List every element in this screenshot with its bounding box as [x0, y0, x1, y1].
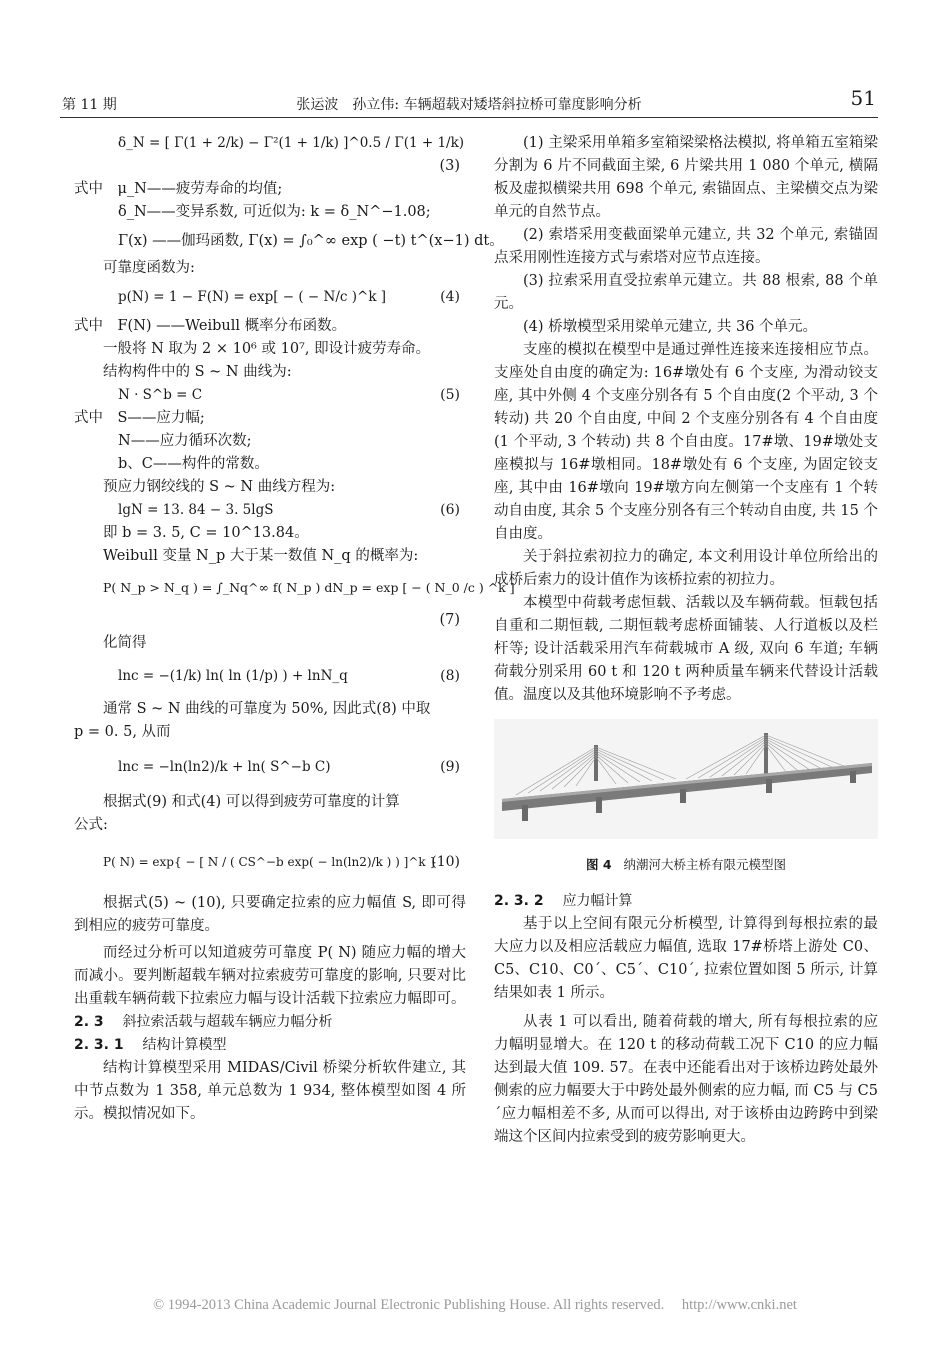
- reliability-intro: 可靠度函数为:: [103, 260, 195, 276]
- equation-6: [74, 499, 466, 522]
- cnki-url: http://www.cnki.net: [681, 1297, 797, 1313]
- text-combine: 根据式(9) 和式(4) 可以得到疲劳可靠度的计算: [103, 794, 400, 810]
- equation-10-body: P( N) = exp{ − [ N / ( CS^−b exp( − ln(ln2)/k ) ) ]^k }: [103, 855, 438, 869]
- section-2-3-number: 2. 3: [74, 1014, 104, 1030]
- paragraph-girder: (1) 主梁采用单箱多室箱梁梁格法模拟, 将单箱五室箱梁分割为 6 片不同截面主梁, 6 片梁共用 1 080 个单元, 横隔板及虚拟横梁共用 698 个单元, 索锚固点、主梁横交点为梁单元的自然节点。: [494, 135, 878, 220]
- running-title: 张运波 孙立伟: 车辆超载对矮塔斜拉桥可靠度影响分析: [296, 97, 642, 113]
- figure-4-label: 图 4: [585, 857, 612, 872]
- equation-10: [74, 851, 466, 874]
- text-formula: 公式:: [74, 817, 108, 833]
- text-reliability-50: 通常 S ~ N 曲线的可靠度为 50%, 因此式(8) 中取: [103, 701, 431, 717]
- equation-7: [74, 576, 515, 632]
- equation-8-body: lnc = −(1/k) ln( ln (1/p) ) + lnN_q: [118, 668, 348, 684]
- equation-7-number: (7): [439, 612, 460, 628]
- text-sn-curve: 结构构件中的 S ~ N 曲线为:: [103, 364, 292, 380]
- right-column: [494, 132, 878, 1149]
- section-2-3-1-heading: [74, 1034, 466, 1057]
- where-weibull: 式中 F(N) ——Weibull 概率分布函数。: [74, 318, 347, 334]
- equation-7-body: P( N_p > N_q ) = ∫_Nq^∞ f( N_p ) dN_p = exp [ − ( N_0 /c ) ^k ]: [103, 580, 515, 595]
- equation-8-number: (8): [440, 668, 460, 684]
- paragraph-tower: (2) 索塔采用变截面梁单元建立, 共 32 个单元, 索锚固点采用刚性连接方式与索塔对应节点连接。: [494, 227, 878, 266]
- paragraph-initial-tension: 关于斜拉索初拉力的确定, 本文利用设计单位所给出的成桥后索力的设计值作为该桥拉索的初拉力。: [494, 549, 878, 588]
- section-2-3-2-number: 2. 3. 2: [494, 893, 544, 909]
- text-design-life: 一般将 N 取为 2 × 10⁶ 或 10⁷, 即设计疲劳寿命。: [103, 341, 431, 357]
- paragraph-piers: (4) 桥墩模型采用梁单元建立, 共 36 个单元。: [523, 319, 818, 335]
- equation-3: [74, 132, 466, 178]
- bridge-model-image: [494, 719, 878, 839]
- figure-4-caption-text: 纳潮河大桥主桥有限元模型图: [623, 857, 787, 872]
- section-2-3-title: 斜拉索活载与超载车辆应力幅分析: [122, 1014, 333, 1030]
- where-s: 式中 S——应力幅;: [74, 410, 205, 426]
- equation-10-number: (10): [431, 854, 460, 870]
- equation-3-number: (3): [439, 158, 460, 174]
- equation-4-body: p(N) = 1 − F(N) = exp[ − ( − N/c )^k ]: [118, 289, 387, 305]
- paragraph-overload-effect: 而经过分析可以知道疲劳可靠度 P( N) 随应力幅的增大而减小。要判断超载车辆对拉索疲劳可靠度的影响, 只要对比出重载车辆荷载下拉索应力幅与设计活载下拉索应力幅即可。: [74, 945, 466, 1007]
- paragraph-supports: 支座的模拟在模型中是通过弹性连接来连接相应节点。支座处自由度的确定为: 16#墩处有 6 个支座, 为滑动铰支座, 其中外侧 4 个支座分别各有 5 个自由度(2 个平动, 3 个转动) 共 20 个自由度, 中间 2 个支座分别各有 4 个自由度(1 个平动, 3 个转动) 共 8 个自由度。17#墩、19#墩处支座模拟与 16#墩相同。18#墩处有 6 个支座, 为固定铰支座, 其中由 16#墩向 19#墩方向左侧第一个支座有 1 个转动自由度, 其余 5 个支座分别各有三个转动自由度, 共 15 个自由度。: [494, 342, 878, 542]
- section-2-3-1-number: 2. 3. 1: [74, 1037, 124, 1053]
- paragraph-results: 从表 1 可以看出, 随着荷载的增大, 所有每根拉索的应力幅明显增大。在 120 t 的移动荷载工况下 C10 的应力幅达到最大值 109. 57。在表中还能看出对于该桥边跨处最外侧索的应力幅要大于中跨处最外侧索的应力幅, 而 C5 与 C5´应力幅相差不多, 从而可以得出, 对于该桥由边跨跨中到梁端这个区间内拉索受到的疲劳影响更大。: [494, 1014, 878, 1145]
- section-2-3-1-title: 结构计算模型: [142, 1037, 227, 1053]
- paragraph-loads: 本模型中荷载考虑恒载、活载以及车辆荷载。恒载包括自重和二期恒载, 二期恒载考虑桥面铺装、人行道板以及栏杆等; 设计活载采用汽车荷载城市 A 级, 双向 6 车道; 车辆荷载分别采用 60 t 和 120 t 两种质量车辆来代替设计活载值。温度以及其他环境影响不予考虑。: [494, 595, 878, 703]
- section-2-3-2-heading: [494, 890, 878, 913]
- equation-5-number: (5): [440, 387, 460, 403]
- equation-3-body: δ_N = [ Γ(1 + 2/k) − Γ²(1 + 1/k) ]^0.5 / Γ(1 + 1/k): [118, 135, 465, 151]
- page-number: 51: [850, 86, 876, 110]
- where-mu: 式中 μ_N——疲劳寿命的均值;: [74, 181, 283, 197]
- equation-6-number: (6): [440, 502, 460, 518]
- where-delta: δ_N——变异系数, 可近似为: k = δ_N^−1.08;: [118, 204, 431, 220]
- where-n: N——应力循环次数;: [118, 433, 252, 449]
- left-column: [74, 132, 515, 1126]
- page-header: [60, 86, 878, 118]
- equation-9: [74, 756, 466, 779]
- paragraph-cables: (3) 拉索采用直受拉索单元建立。共 88 根索, 88 个单元。: [494, 273, 878, 312]
- equation-9-number: (9): [440, 759, 460, 775]
- equation-4: [74, 286, 466, 309]
- section-2-3-2-title: 应力幅计算: [562, 893, 633, 909]
- text-strand-sn: 预应力钢绞线的 S ~ N 曲线方程为:: [103, 479, 336, 495]
- text-weibull-var: Weibull 变量 N_p 大于某一数值 N_q 的概率为:: [103, 548, 419, 564]
- equation-5-body: N · S^b = C: [118, 387, 203, 403]
- where-bc: b、C——构件的常数。: [118, 456, 269, 472]
- equation-5: [74, 384, 466, 407]
- text-b-c: 即 b = 3. 5, C = 10^13.84。: [103, 525, 309, 541]
- paragraph-stress-calc: 基于以上空间有限元分析模型, 计算得到每根拉索的最大应力以及相应活载应力幅值, 选取 17#桥塔上游处 C0、C5、C10、C0´、C5´、C10´, 拉索位置如图 5 所示, 计算结果如表 1 所示。: [494, 916, 878, 1001]
- where-gamma: Γ(x) ——伽玛函数, Γ(x) = ∫₀^∞ exp ( −t) t^(x−1) dt。: [118, 233, 504, 249]
- copyright-text: © 1994-2013 China Academic Journal Electronic Publishing House. All rights reserved.: [153, 1297, 665, 1313]
- paragraph-stress-amplitude: 根据式(5) ~ (10), 只要确定拉索的应力幅值 S, 即可得到相应的疲劳可靠度。: [74, 895, 466, 934]
- equation-4-number: (4): [440, 289, 460, 305]
- paragraph-model: 结构计算模型采用 MIDAS/Civil 桥梁分析软件建立, 其中节点数为 1 358, 单元总数为 1 934, 整体模型如图 4 所示。模拟情况如下。: [74, 1060, 466, 1122]
- figure-4-caption: [494, 853, 878, 876]
- footer-watermark: [0, 1297, 950, 1314]
- equation-8: [74, 665, 466, 688]
- issue-label: 第 11 期: [62, 97, 117, 113]
- text-simplify: 化简得: [103, 635, 147, 651]
- equation-6-body: lgN = 13. 84 − 3. 5lgS: [118, 502, 274, 518]
- section-2-3-heading: [74, 1011, 466, 1034]
- figure-4-bridge-model: [494, 719, 878, 839]
- text-p-half: p = 0. 5, 从而: [74, 724, 171, 740]
- equation-9-body: lnc = −ln(ln2)/k + ln( S^−b C): [118, 759, 331, 775]
